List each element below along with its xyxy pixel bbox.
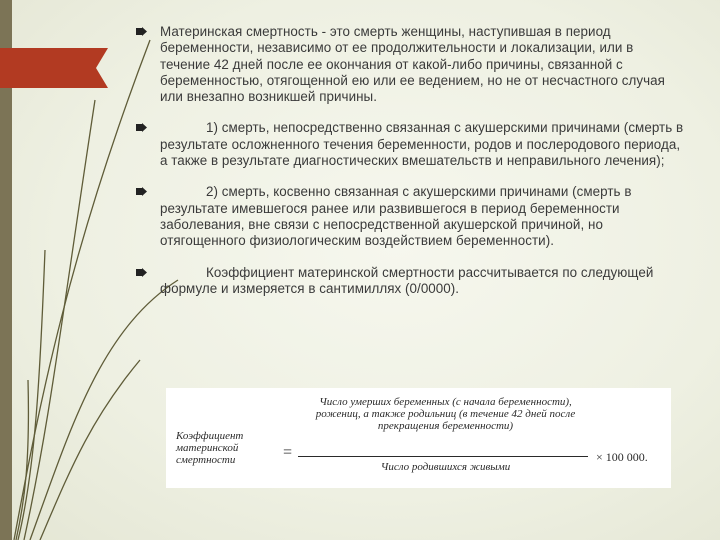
arrow-bullet-icon	[136, 187, 147, 196]
arrow-bullet-icon	[136, 268, 147, 277]
formula-multiplier: × 100 000.	[596, 450, 648, 464]
formula-image	[166, 388, 671, 488]
formula-denominator: Число родившихся живыми	[380, 461, 511, 473]
bullet-text: Материнская смертность - это смерть женщины, наступившая в период беременности, независимо от ее продолжительности и локализации, или в течение 42 дней после ее окончания от какой-либо причины, связанной с беременностью, отягощенной ею или ее ведением, но не от несчастного случая или внезапно возникшей причины.	[160, 24, 665, 105]
fraction-line	[298, 456, 588, 457]
arrow-bullet-icon	[136, 123, 147, 132]
arrow-bullet-icon	[136, 27, 147, 36]
bullet-indirect-causes	[136, 184, 684, 249]
bullet-text: Коэффициент материнской смертности рассчитывается по следующей формуле и измеряется в сантимиллях (0/0000).	[160, 264, 654, 296]
red-accent-banner	[0, 48, 108, 88]
formula-label: Коэффициент материнской смертности	[176, 430, 244, 466]
bullet-definition	[136, 24, 684, 105]
formula-equals: =	[282, 444, 293, 461]
bullet-coefficient	[136, 265, 684, 298]
bullet-text: 2) смерть, косвенно связанная с акушерскими причинами (смерть в результате имевшегося ранее или развившегося в период беременности заболевания, вне связи с непосредственной акушерской причиной, но отягощенного физиологическим воздействием беременности).	[160, 184, 632, 249]
bullet-direct-causes	[136, 120, 684, 169]
formula-numerator: Число умерших беременных (с начала беременности), рожениц, а также родильниц (в течение 42 дней после прекращения беременности)	[315, 396, 576, 433]
content-area	[136, 24, 684, 297]
bullet-text: 1) смерть, непосредственно связанная с акушерскими причинами (смерть в результате осложненного течения беременности, родов и послеродового периода, а также в результате диагностических вмешательств и неправильного лечения);	[160, 120, 684, 169]
